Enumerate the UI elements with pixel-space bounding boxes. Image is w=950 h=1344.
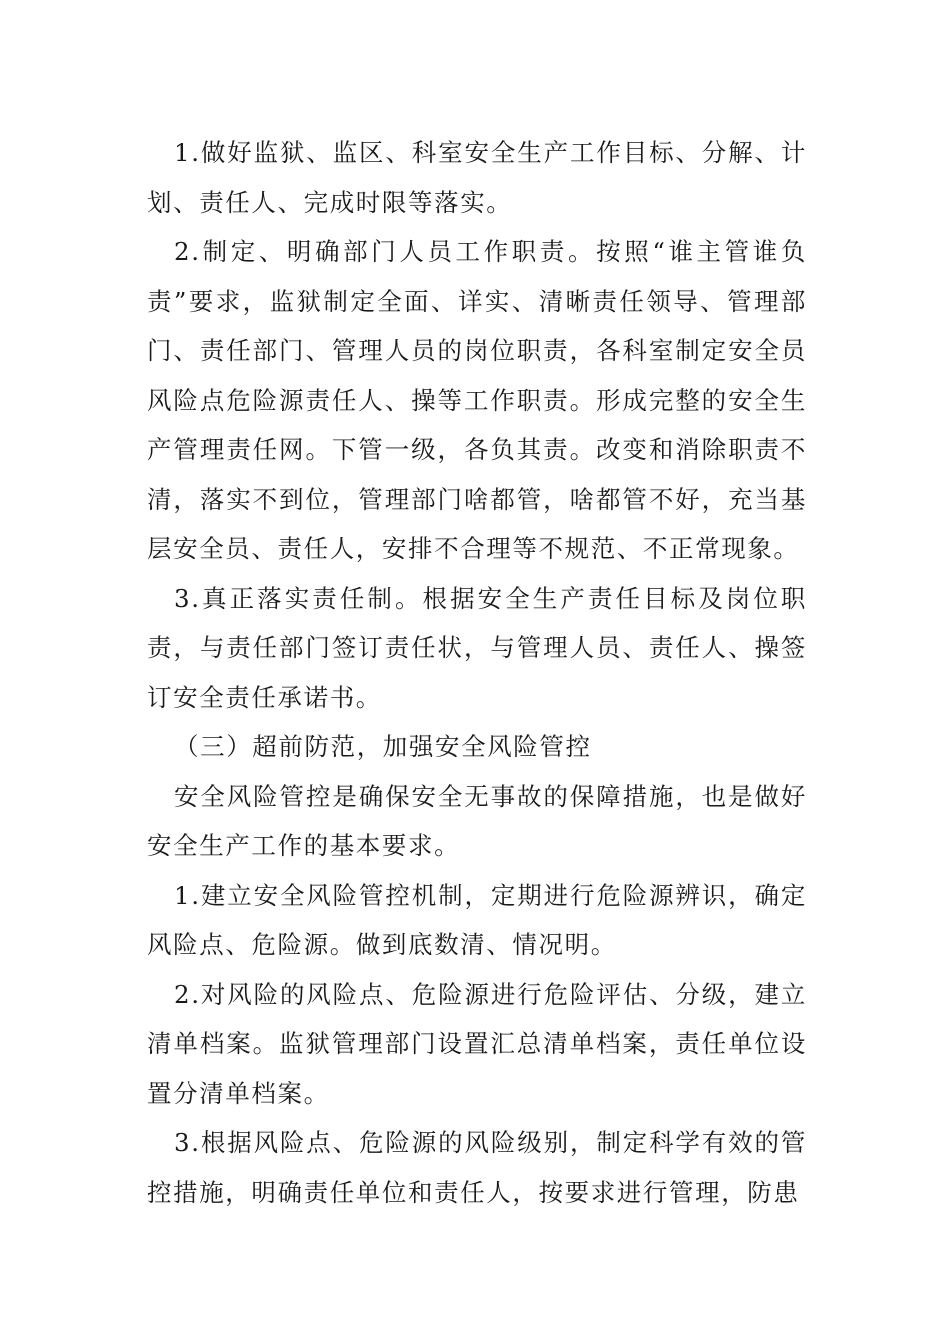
paragraph-item-1-goals: 1.做好监狱、监区、科室安全生产工作目标、分解、计划、责任人、完成时限等落实。 (147, 138, 807, 217)
paragraph-risk-intro: 安全风险管控是确保安全无事故的保障措施，也是做好安全生产工作的基本要求。 (147, 781, 807, 860)
paragraph-item-3-responsibility: 3.真正落实责任制。根据安全生产责任目标及岗位职责，与责任部门签订责任状，与管理人员、责任人、操签订安全责任承诺书。 (147, 583, 807, 712)
paragraph-risk-item-2: 2.对风险的风险点、危险源进行危险评估、分级，建立清单档案。监狱管理部门设置汇总清单档案，责任单位设置分清单档案。 (147, 979, 807, 1108)
paragraph-item-2-duties: 2.制定、明确部门人员工作职责。按照“谁主管谁负责”要求，监狱制定全面、详实、清晰责任领导、管理部门、责任部门、管理人员的岗位职责，各科室制定安全员风险点危险源责任人、操等工作职责。形成完整的安全生产管理责任网。下管一级，各负其责。改变和消除职责不清，落实不到位，管理部门啥都管，啥都管不好，充当基层安全员、责任人，安排不合理等不规范、不正常现象。 (147, 237, 807, 563)
paragraph-risk-item-1: 1.建立安全风险管控机制，定期进行危险源辨识，确定风险点、危险源。做到底数清、情况明。 (147, 880, 807, 959)
paragraph-risk-item-3: 3.根据风险点、危险源的风险级别，制定科学有效的管控措施，明确责任单位和责任人，按要求进行管理，防患 (147, 1128, 807, 1207)
document-body (147, 128, 807, 1217)
section-heading-risk-control: （三）超前防范，加强安全风险管控 (174, 732, 592, 761)
